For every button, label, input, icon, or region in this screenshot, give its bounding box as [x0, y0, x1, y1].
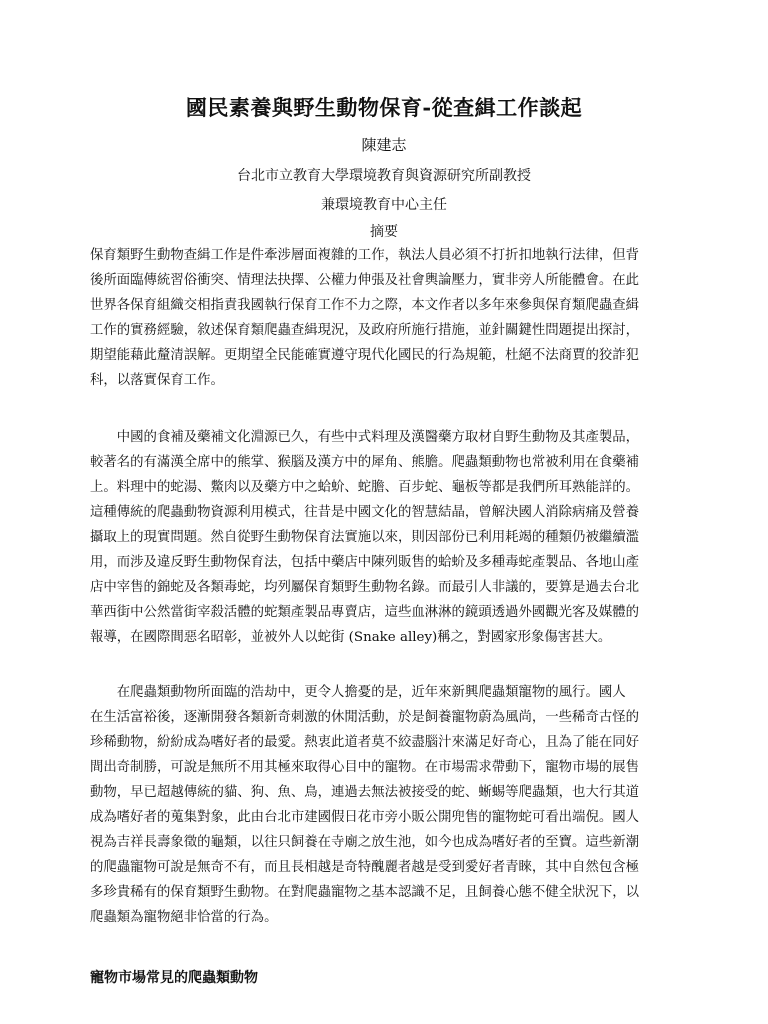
- author-affiliation: 台北市立教育大學環境教育與資源研究所副教授: [237, 168, 531, 184]
- text-line: 工作的實務經驗，敘述保育類爬蟲查緝現況，及政府所施行措施，並針關鍵性問題提出探討，: [90, 323, 640, 338]
- text-line: 多珍貴稀有的保育類野生動物。在對爬蟲寵物之基本認識不足，且飼養心態不健全狀況下，以: [90, 885, 640, 900]
- abstract-paragraph: [90, 243, 690, 393]
- text-line: 報導，在國際間惡名昭彰，並被外人以蛇街 (Snake alley)稱之，對國家形象傷害甚大。: [90, 630, 612, 645]
- author-affiliation-secondary: 兼環境教育中心主任: [321, 197, 447, 213]
- text-line: 的爬蟲寵物可說是無奇不有，而且長相越是奇特醜麗者越是受到愛好者青睞，其中自然包含極: [90, 860, 640, 875]
- text-line: 間出奇制勝，可說是無所不用其極來取得心目中的寵物。在市場需求帶動下，寵物市場的展售: [90, 760, 640, 775]
- body-paragraph-1: [90, 425, 690, 650]
- text-line: 科，以落實保育工作。: [90, 373, 224, 388]
- text-line: 保育類野生動物查緝工作是件牽涉層面複雜的工作，執法人員必須不打折扣地執行法律，但背: [90, 248, 640, 263]
- text-line: 世界各保育組織交相指責我國執行保育工作不力之際，本文作者以多年來參與保育類爬蟲查緝: [90, 298, 640, 313]
- document-title: 國民素養與野生動物保育-從查緝工作談起: [185, 95, 583, 120]
- text-line: 用，而涉及違反野生動物保育法，包括中藥店中陳列販售的蛤蚧及多種毒蛇產製品、各地山產: [90, 555, 640, 570]
- abstract-heading: 摘要: [370, 224, 398, 240]
- text-line: 動物，早已超越傳統的貓、狗、魚、鳥，連過去無法被接受的蛇、蜥蜴等爬蟲類，也大行其道: [90, 785, 640, 800]
- text-line: 珍稀動物，紛紛成為嗜好者的最愛。熱衷此道者莫不絞盡腦汁來滿足好奇心，且為了能在同好: [90, 735, 640, 750]
- text-line: 這種傳統的爬蟲動物資源利用模式，往昔是中國文化的智慧結晶，曾解決國人消除病痛及營養: [90, 505, 640, 520]
- text-line: 中國的食補及藥補文化淵源已久，有些中式料理及漢醫藥方取材自野生動物及其產製品，: [90, 430, 640, 445]
- text-line: 較著名的有滿漢全席中的熊掌、猴腦及漢方中的犀角、熊膽。爬蟲類動物也常被利用在食藥補: [90, 455, 640, 470]
- text-line: 在生活富裕後，逐漸開發各類新奇刺激的休閒活動，於是飼養寵物蔚為風尚，一些稀奇古怪的: [90, 710, 640, 725]
- text-line: 華西街中公然當街宰殺活體的蛇類產製品專賣店，這些血淋淋的鏡頭透過外國觀光客及媒體的: [90, 605, 640, 620]
- text-line: 店中宰售的錦蛇及各類毒蛇，均列屬保育類野生動物名錄。而最引人非議的，要算是過去台北: [90, 580, 640, 595]
- text-line: 視為吉祥長壽象徵的龜類，以往只飼養在寺廟之放生池，如今也成為嗜好者的至寶。這些新潮: [90, 835, 640, 850]
- text-line: 爬蟲類為寵物絕非恰當的行為。: [90, 910, 278, 925]
- text-line: 成為嗜好者的蒐集對象，此由台北市建國假日花市旁小販公開兜售的寵物蛇可看出端倪。國人: [90, 810, 640, 825]
- text-line: 上。料理中的蛇湯、鱉肉以及藥方中之蛤蚧、蛇膽、百步蛇、龜板等都是我們所耳熟能詳的。: [90, 480, 640, 495]
- section-heading: 寵物市場常見的爬蟲類動物: [90, 970, 258, 986]
- text-line: 攝取上的現實問題。然自從野生動物保育法實施以來，則因部份已利用耗竭的種類仍被繼續濫: [90, 530, 640, 545]
- body-paragraph-2: [90, 680, 690, 930]
- author-name: 陳建志: [361, 136, 407, 154]
- text-line: 後所面臨傳統習俗衝突、情理法抉擇、公權力伸張及社會輿論壓力，實非旁人所能體會。在此: [90, 273, 640, 288]
- text-line: 在爬蟲類動物所面臨的浩劫中，更令人擔憂的是，近年來新興爬蟲類寵物的風行。國人: [90, 685, 626, 700]
- text-line: 期望能藉此釐清誤解。更期望全民能確實遵守現代化國民的行為規範，杜絕不法商賈的狡詐犯: [90, 348, 640, 363]
